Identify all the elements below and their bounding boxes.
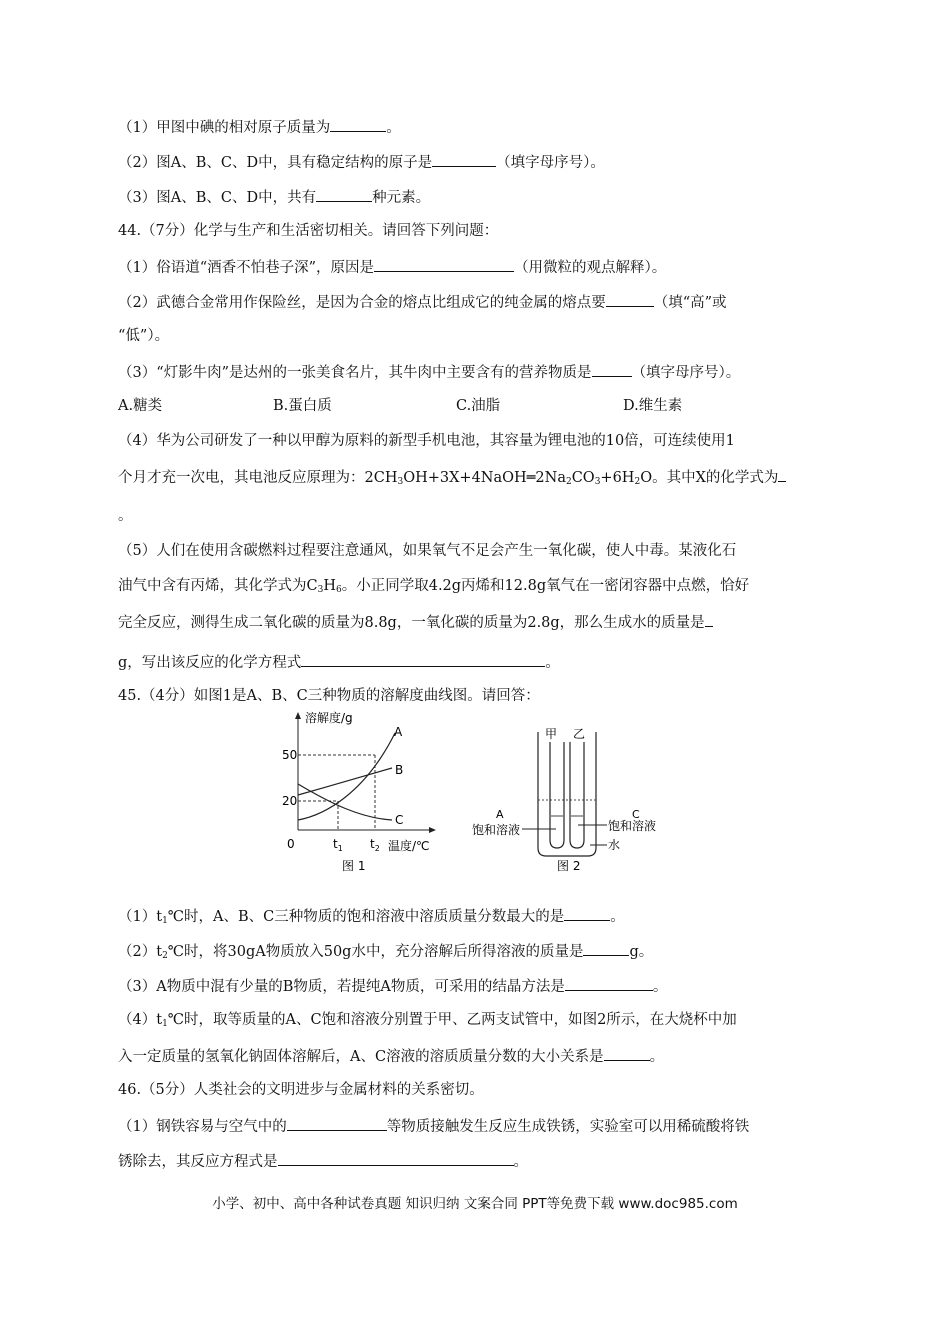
option-d[interactable]: D.维生素 bbox=[623, 398, 683, 414]
left-solution-label: 饱和溶液 bbox=[472, 823, 521, 837]
answer-blank[interactable] bbox=[316, 186, 372, 202]
figure-2-beaker bbox=[472, 727, 656, 873]
figure-1-caption: 图 1 bbox=[342, 859, 366, 873]
answer-blank[interactable] bbox=[374, 256, 514, 272]
answer-blank[interactable] bbox=[565, 975, 653, 991]
q45-part-1: $(1)t_1℃$时，A、B、C三种物质的饱和溶液中溶质质量分数最大的是 。 bbox=[118, 905, 625, 927]
tick-50: 50 bbox=[282, 748, 298, 762]
answer-blank[interactable] bbox=[564, 905, 610, 921]
answer-blank[interactable] bbox=[606, 291, 654, 307]
q44-part-5: （5）人们在使用含碳燃料过程要注意通风，如果氧气不足会产生一氧化碳，使人中毒。某液化石 bbox=[118, 543, 737, 559]
label-b: B bbox=[395, 763, 404, 777]
y-axis-label: 溶解度/g bbox=[305, 711, 353, 725]
test-tube-jia bbox=[550, 742, 564, 848]
solubility-figures bbox=[270, 708, 690, 878]
option-a[interactable]: A.糖类 bbox=[118, 398, 163, 414]
q45-part-3: （3）A物质中混有少量的B物质，若提纯A物质，可采用的结晶方法是 。 bbox=[118, 975, 667, 997]
water-label: 水 bbox=[608, 838, 621, 852]
figure-2-caption: 图 2 bbox=[557, 859, 581, 873]
x-axis-arrow bbox=[429, 827, 436, 833]
answer-blank[interactable] bbox=[278, 1150, 514, 1166]
q44-options bbox=[118, 396, 832, 416]
q44-part-5-line-3: 完全反应，测得生成二氧化碳的质量为8.8g，一氧化碳的质量为2.8g，那么生成水的质量是 bbox=[118, 611, 713, 633]
label-a: A bbox=[394, 725, 403, 739]
tick-t1: $t_1$ bbox=[333, 837, 343, 853]
answer-blank[interactable] bbox=[301, 651, 545, 667]
label-a: A bbox=[496, 808, 504, 821]
figure-1-solubility-curve bbox=[282, 710, 436, 873]
curve-c bbox=[298, 784, 392, 820]
test-tube-yi bbox=[570, 742, 584, 848]
beaker bbox=[538, 732, 596, 856]
q45-part-2: $(2)t_2℃$时，将30gA物质放入50g水中，充分溶解后所得溶液的质量是 g。 bbox=[118, 940, 653, 962]
answer-blank[interactable] bbox=[705, 611, 713, 627]
q46-part-1: （1）钢铁容易与空气中的 等物质接触发生反应生成铁锈，实验室可以用稀硫酸将铁 bbox=[118, 1115, 749, 1137]
option-b[interactable]: B.蛋白质 bbox=[273, 398, 332, 414]
q44-part-2: （2）武德合金常用作保险丝，是因为合金的熔点比组成它的纯金属的熔点要 （填“高”或 bbox=[118, 291, 727, 313]
tube-label-jia: 甲 bbox=[545, 727, 558, 741]
right-solution-label: 饱和溶液 bbox=[608, 819, 657, 833]
x-axis-label: 温度/℃ bbox=[388, 839, 430, 853]
q45-part-4-cont: 入一定质量的氢氧化钠固体溶解后，A、C溶液的溶质质量分数的大小关系是 。 bbox=[118, 1045, 664, 1067]
q45-figures bbox=[270, 708, 690, 878]
answer-blank[interactable] bbox=[778, 466, 786, 482]
q44-part-4-equation: 个月才充一次电，其电池反应原理为：$2CH_3OH+3X+4NaOH═2Na_2CO_3+6H_2O$。其中X的化学式为 bbox=[118, 466, 786, 488]
answer-blank[interactable] bbox=[287, 1115, 387, 1131]
answer-blank[interactable] bbox=[432, 151, 496, 167]
origin-label: 0 bbox=[287, 837, 295, 851]
y-axis-arrow bbox=[295, 712, 301, 719]
answer-blank[interactable] bbox=[330, 116, 386, 132]
q44-part-2-cont: “低”）。 bbox=[118, 328, 170, 344]
curve-b bbox=[298, 768, 392, 795]
q46-part-1-cont: 锈除去，其反应方程式是 。 bbox=[118, 1150, 528, 1172]
tick-20: 20 bbox=[282, 794, 298, 808]
q43-line-3: （3）图A、B、C、D中，共有 种元素。 bbox=[118, 186, 430, 208]
option-c[interactable]: C.油脂 bbox=[456, 398, 501, 414]
label-c: C bbox=[632, 808, 640, 821]
answer-blank[interactable] bbox=[583, 940, 629, 956]
q44-part-4: （4）华为公司研发了一种以甲醇为原料的新型手机电池，其容量为锂电池的10倍，可连续使用1 bbox=[118, 433, 735, 449]
tube-label-yi: 乙 bbox=[573, 727, 586, 741]
q46-heading: 46.（5分）人类社会的文明进步与金属材料的关系密切。 bbox=[118, 1082, 484, 1098]
q44-heading: 44.（7分）化学与生产和生活密切相关。请回答下列问题： bbox=[118, 223, 499, 239]
q45-part-4: $(4)t_1℃$时，取等质量的A、C饱和溶液分别置于甲、乙两支试管中，如图2所示，在大烧杯中加 bbox=[118, 1012, 737, 1029]
q45-heading: 45.（4分）如图1是A、B、C三种物质的溶解度曲线图。请回答： bbox=[118, 688, 540, 704]
q43-line-2: （2）图A、B、C、D中，具有稳定结构的原子是 （填字母序号）。 bbox=[118, 151, 605, 173]
curve-a bbox=[298, 733, 395, 820]
answer-blank[interactable] bbox=[592, 361, 632, 377]
q44-part-5-line-2: 油气中含有丙烯，其化学式为$C_3H_6$。小正同学取4.2g丙烯和12.8g氧气在一密闭容器中点燃，恰好 bbox=[118, 578, 750, 595]
tick-t2: $t_2$ bbox=[370, 837, 380, 853]
q44-part-1: （1）俗语道“酒香不怕巷子深”，原因是 （用微粒的观点解释）。 bbox=[118, 256, 666, 278]
page-footer: 小学、初中、高中各种试卷真题 知识归纳 文案合同 PPT等免费下载 www.doc985.com bbox=[212, 1196, 738, 1212]
q44-part-3: （3）“灯影牛肉”是达州的一张美食名片，其牛肉中主要含有的营养物质是 （填字母序号）。 bbox=[118, 361, 740, 383]
q43-line-1: （1）甲图中碘的相对原子质量为 。 bbox=[118, 116, 401, 138]
q44-part-5-line-4: g，写出该反应的化学方程式 。 bbox=[118, 651, 560, 673]
label-c: C bbox=[395, 813, 404, 827]
q44-part-4-end: 。 bbox=[118, 508, 133, 524]
answer-blank[interactable] bbox=[604, 1045, 650, 1061]
